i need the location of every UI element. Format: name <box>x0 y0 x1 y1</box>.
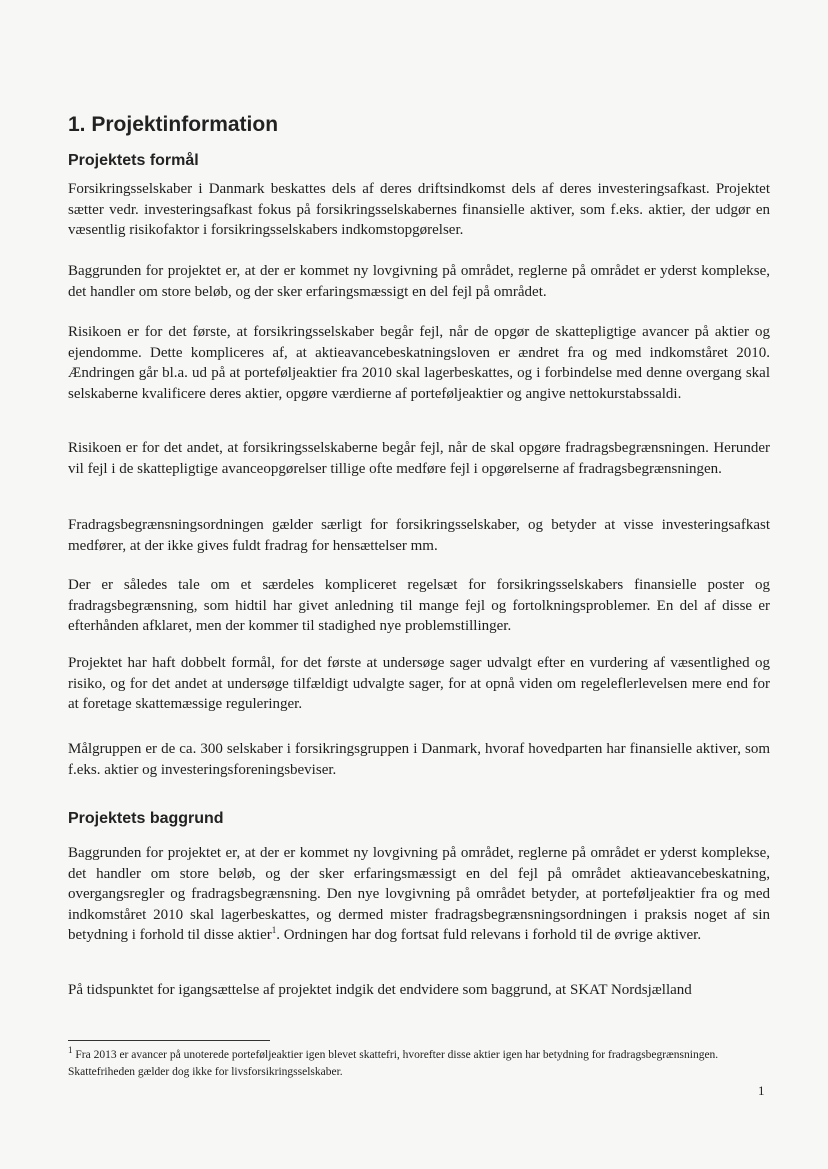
paragraph: Baggrunden for projektet er, at der er kommet ny lovgivning på området, reglerne på området er yderst komplekse, det handler om store beløb, og der sker erfaringsmæssigt en del fejl på området. <box>68 263 770 300</box>
paragraph <box>68 843 770 946</box>
paragraph: Risikoen er for det første, at forsikringsselskaber begår fejl, når de opgør de skattepligtige avancer på aktier og ejendomme. Dette kompliceres af, at aktieavancebeskatningsloven er ændret fra og med indkomståret 2010. Ændringen går bl.a. ud på at porteføljeaktier fra 2010 skal lagerbeskattes, og i forbindelse med denne overgang skal selskaberne kvalificere deres aktier, opgøre værdierne af porteføljeaktier og angive nettokurstabssaldi. <box>68 324 770 402</box>
footnote-reference: 1 <box>271 925 277 935</box>
paragraph: Fradragsbegrænsningsordningen gælder særligt for forsikringsselskaber, og betyder at visse investeringsafkast medfører, at der ikke gives fuldt fradrag for hensættelser mm. <box>68 517 770 554</box>
page-number: 1 <box>758 1083 765 1098</box>
footnote-text: Fra 2013 er avancer på unoterede porteføljeaktier igen blevet skattefri, hvorefter disse aktier igen har betydning for fradragsbegrænsningen. Skattefriheden gælder dog ikke for livsforsikringsselskaber. <box>68 1049 719 1078</box>
paragraph: Forsikringsselskaber i Danmark beskattes dels af deres driftsindkomst dels af deres investeringsafkast. Projektet sætter vedr. investeringsafkast fokus på forsikringsselskabernes finansielle aktiver, som f.eks. aktier, der udgør en væsentlig risikofaktor i forsikringsselskabers indkomstopgørelser. <box>68 181 770 238</box>
footnote-mark: 1 <box>68 1045 73 1056</box>
chapter-heading: 1. Projektinformation <box>68 113 279 136</box>
paragraph-text: . Ordningen har dog fortsat fuld relevans i forhold til de øvrige aktiver. <box>276 927 702 943</box>
paragraph: Målgruppen er de ca. 300 selskaber i forsikringsgruppen i Danmark, hvoraf hovedparten har finansielle aktiver, som f.eks. aktier og investeringsforeningsbeviser. <box>68 741 770 778</box>
section-heading-baggrund: Projektets baggrund <box>68 810 224 827</box>
paragraph-text: Baggrunden for projektet er, at der er kommet ny lovgivning på området, reglerne på området er yderst komplekse, det handler om store beløb, og der sker erfaringsmæssigt en del fejl på området aktieavancebeskatning, overgangsregler og fradragsbegrænsning. Den nye lovgivning på området betyder, at porteføljeaktier fra og med indkomståret 2010 skal lagerbeskattes, og dermed mister fradragsbegrænsningsordningen i praksis noget af sin betydning i forhold til disse aktier <box>68 845 770 943</box>
section-heading-formaal: Projektets formål <box>68 152 199 169</box>
paragraph: Der er således tale om et særdeles kompliceret regelsæt for forsikringsselskabers finansielle poster og fradragsbegrænsning, som hidtil har givet anledning til mange fejl og fortolkningsproblemer. En del af disse er efterhånden afklaret, men der kommer til stadighed nye problemstillinger. <box>68 577 770 634</box>
paragraph: På tidspunktet for igangsættelse af projektet indgik det endvidere som baggrund, at SKAT Nordsjælland <box>68 982 692 998</box>
paragraph: Projektet har haft dobbelt formål, for det første at undersøge sager udvalgt efter en vurdering af væsentlighed og risiko, og for det andet at undersøge tilfældigt udvalgte sager, for at opnå viden om regeleflerlevelsen mere end for at foretage skattemæssige reguleringer. <box>68 655 770 712</box>
paragraph: Risikoen er for det andet, at forsikringsselskaberne begår fejl, når de skal opgøre fradragsbegrænsningen. Herunder vil fejl i de skattepligtige avanceopgørelser tillige ofte medføre fejl i opgørelserne af fradragsbegrænsningen. <box>68 440 770 477</box>
footnote <box>68 1047 770 1081</box>
footnote-divider <box>68 1040 270 1041</box>
